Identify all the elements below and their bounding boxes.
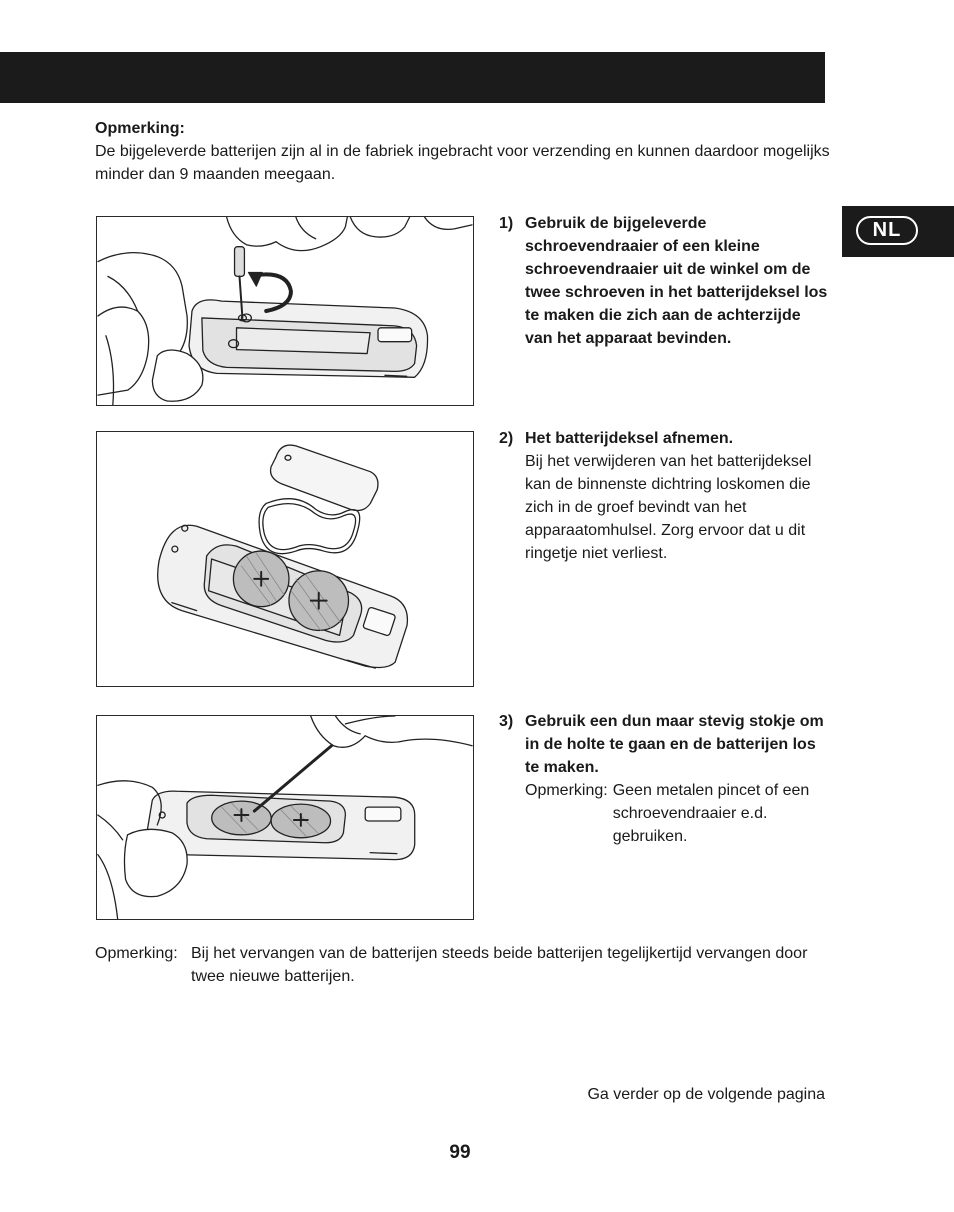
note-top-heading: Opmerking: [95,120,185,137]
step-2-title: Het batterijdeksel afnemen. [525,430,734,447]
step-2-text: Bij het verwijderen van het batterijdeksel kan de binnenste dichtring loskomen die zich in de groef bevindt van het apparaatomhulsel. Zorg ervoor dat u dit ringetje niet verliest. [525,453,812,562]
figure-cover-removed [96,431,474,687]
language-tab [842,206,954,257]
step-2-number: 2) [499,430,514,447]
note-top-text: De bijgeleverde batterijen zijn al in de fabriek ingebracht voor verzending en kunnen daardoor mogelijks minder dan 9 maanden meegaan. [95,143,830,183]
step-3-number: 3) [499,713,514,730]
step-1-title: Gebruik de bijgeleverde schroevendraaier of een kleine schroevendraaier uit de winkel om de twee schroeven in het batterijdeksel los te maken die zich aan de achterzijde van het apparaat bevinden. [525,215,828,347]
illustration-stick [97,716,473,919]
step-3-remark [525,779,829,848]
step-3-title: Gebruik een dun maar stevig stokje om in de holte te gaan en de batterijen los te maken. [525,713,824,776]
illustration-screwdriver [97,217,473,405]
language-label: NL [856,216,918,245]
step-1-number: 1) [499,215,514,232]
step-3 [499,710,829,848]
step-3-remark-label: Opmerking: [525,782,608,799]
step-2 [499,427,829,565]
figure-remove-batteries [96,715,474,920]
note-top [95,117,830,186]
note-bottom-label: Opmerking: [95,945,178,962]
header-bar [0,52,825,103]
continue-text: Ga verder op de volgende pagina [587,1086,825,1103]
page-number: 99 [449,1142,471,1163]
note-bottom-text: Bij het vervangen van de batterijen steeds beide batterijen tegelijkertijd vervangen door twee nieuwe batterijen. [191,945,808,985]
figure-unscrew-cover [96,216,474,406]
illustration-open-device [97,432,473,686]
note-bottom [95,942,835,988]
step-1 [499,212,829,350]
step-3-remark-text: Geen metalen pincet of een schroevendraaier e.d. gebruiken. [612,782,810,845]
